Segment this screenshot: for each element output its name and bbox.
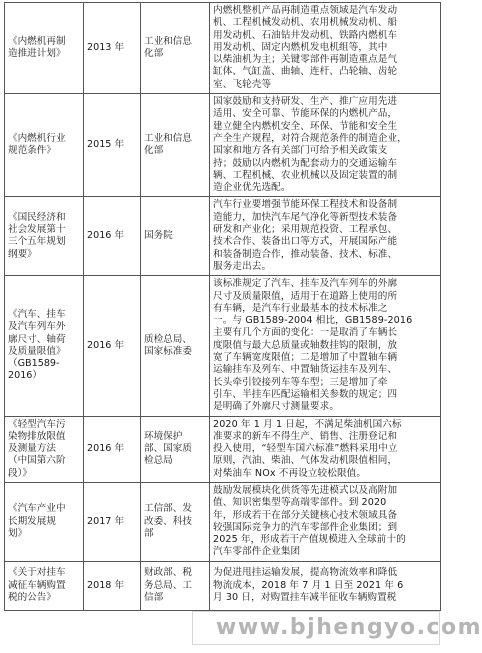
content-cell bbox=[210, 197, 441, 276]
department-cell bbox=[141, 197, 210, 276]
policy-department: 财政部、税 务总局、工 信部 bbox=[144, 567, 192, 603]
policy-year: 2017 年 bbox=[87, 515, 125, 527]
table-row bbox=[5, 416, 441, 482]
year-cell bbox=[84, 482, 141, 561]
department-cell bbox=[141, 276, 210, 416]
policy-name-cell bbox=[5, 561, 84, 610]
content-cell bbox=[210, 3, 441, 94]
policy-department: 国务院 bbox=[144, 230, 173, 242]
policy-year: 2016 年 bbox=[87, 443, 125, 455]
watermark bbox=[190, 607, 482, 647]
table-row bbox=[5, 561, 441, 610]
table-row bbox=[5, 276, 441, 416]
watermark-text: www.bjhengyo.com bbox=[216, 615, 482, 640]
year-cell bbox=[84, 416, 141, 482]
policy-content: 汽车行业要增强节能环保工程技术和设备制 造能力，加快汽车尾气净化等新型技术装备 研发和产业化；采用规范投资、工程承包、 技术合作、装备出口等方式，开展国际产能 和装备制造合作，推动装备、技术、标准、 服务走出去。 bbox=[213, 199, 398, 272]
content-cell bbox=[210, 416, 441, 482]
watermark-background bbox=[192, 611, 440, 645]
policy-name-cell bbox=[5, 94, 84, 197]
policy-content: 该标准规定了汽车、挂车及汽车列车的外廓 尺寸及质量限值，适用于在道路上使用的所 有车辆，是汽车行业最基本的技术标准之 一。与 GB1589-2004 相比，GB1589-2016 主要有几个方面的变化：一是取消了车辆长 度限值与最大总质量或轴数挂钩的限制，放 宽了车辆宽度限值；二是增加了中置轴车辆 运输挂车及列车、中置轴货运挂车及列车、 长头牵引铰接列车等车型；三是增加了牵 引车、半挂车匹配运输相关参数的规定；四 是明确了外廓尺寸测量要求。 bbox=[213, 278, 413, 413]
department-cell bbox=[141, 561, 210, 610]
table-row bbox=[5, 94, 441, 197]
policy-name: 《关于对挂车 减征车辆购置 税的公告》 bbox=[8, 567, 66, 603]
policy-content: 国家鼓励和支持研发、生产、推广应用先进 适用、安全可靠、节能环保的内燃机产品， 建立健全内燃机安全、环保、节能和安全生 产全生产规程，对符合规范条件的制造企业， 国家和地方各有关部门可给予相关政策支 持；鼓励以内燃机为配套动力的交通运输车 辆、工程机械、农业机械以及固定装置的制 造企业优先选配。 bbox=[213, 96, 407, 194]
policy-content: 鼓励发展模块化供货等先进模式以及高附加 值、知识密集型等高端零部件。到 2020 年，形成若干在部分关键核心技术领域具备 较强国际竞争力的汽车零部件企业集团；到 2025 年，形成若干产值规模进入全球前十的 汽车零部件企业集团 bbox=[213, 484, 406, 558]
content-cell bbox=[210, 94, 441, 197]
year-cell bbox=[84, 197, 141, 276]
policy-department: 工业和信息 化部 bbox=[144, 35, 192, 60]
policy-year: 2016 年 bbox=[87, 339, 125, 351]
department-cell bbox=[141, 3, 210, 94]
year-cell bbox=[84, 94, 141, 197]
table-body bbox=[5, 3, 441, 611]
policy-department: 质检总局、 国家标准委 bbox=[144, 333, 192, 357]
year-cell bbox=[84, 3, 141, 94]
policy-name-cell bbox=[5, 416, 84, 482]
policy-name-cell bbox=[5, 197, 84, 276]
content-cell bbox=[210, 276, 441, 416]
policy-year: 2016 年 bbox=[87, 230, 125, 242]
policy-content: 内燃机整机产品再制造重点领域是汽车发动 机、工程机械发动机、农用机械发动机、船 用发动机、石油钻井发动机、铁路内燃机车 用发动机、固定内燃机发电机组等，其中 以柴油机为主；关键零部件再制造重点是气 缸体、气缸盖、曲轴、连杆、凸轮轴、齿轮 室、飞轮壳等 bbox=[213, 5, 398, 90]
year-cell bbox=[84, 276, 141, 416]
content-cell bbox=[210, 561, 441, 610]
year-cell bbox=[84, 561, 141, 610]
table-row bbox=[5, 482, 441, 561]
policy-name-cell bbox=[5, 3, 84, 94]
policy-name: 《内燃机行业 规范条件》 bbox=[8, 132, 66, 157]
policy-name: 《汽车、挂车 及汽车列车外 廓尺寸、轴荷 及质量限值》 （GB1589- 2016） bbox=[8, 308, 66, 382]
policy-content: 2020 年 1 月 1 日起，不满足柴油机国六标 准要求的新车不得生产、销售、注册登记和 投入使用，“轻型车国六标准”燃料采用中立 原则，汽油、柴油、气体发动机限值相同， 对柴油车 NOx 不再设立较松限值。 bbox=[213, 418, 402, 479]
table-row bbox=[5, 197, 441, 276]
department-cell bbox=[141, 416, 210, 482]
policy-department: 环境保护 部、国家质 检总局 bbox=[144, 430, 192, 467]
policy-name-cell bbox=[5, 482, 84, 561]
policy-name: 《汽车产业中 长期发展规 划》 bbox=[8, 503, 66, 540]
policy-name-cell bbox=[5, 276, 84, 416]
department-cell bbox=[141, 94, 210, 197]
policy-name: 《轻型汽车污 染物排放限值 及测量方法 （中国第六阶 段）》 bbox=[8, 418, 66, 479]
policy-name: 《国民经济和 社会发展第十 三个五年规划 纲要》 bbox=[8, 211, 66, 260]
policy-year: 2018 年 bbox=[87, 579, 125, 591]
policy-name: 《内燃机再制 造推进计划》 bbox=[8, 35, 66, 60]
policy-content: 为促进甩挂运输发展，提高物流效率和降低 物流成本，2018 年 7 月 1 日至 2021 年 6 月 30 日，对购置挂车减半征收车辆购置税 bbox=[213, 567, 404, 603]
policy-year: 2013 年 bbox=[87, 41, 125, 53]
department-cell bbox=[141, 482, 210, 561]
policy-department: 工信部、发 改委、科技 部 bbox=[144, 503, 192, 540]
table-row bbox=[5, 3, 441, 94]
content-cell bbox=[210, 482, 441, 561]
policy-year: 2015 年 bbox=[87, 139, 125, 151]
policy-department: 工业和信息 化部 bbox=[144, 132, 192, 157]
policy-table bbox=[4, 2, 441, 611]
